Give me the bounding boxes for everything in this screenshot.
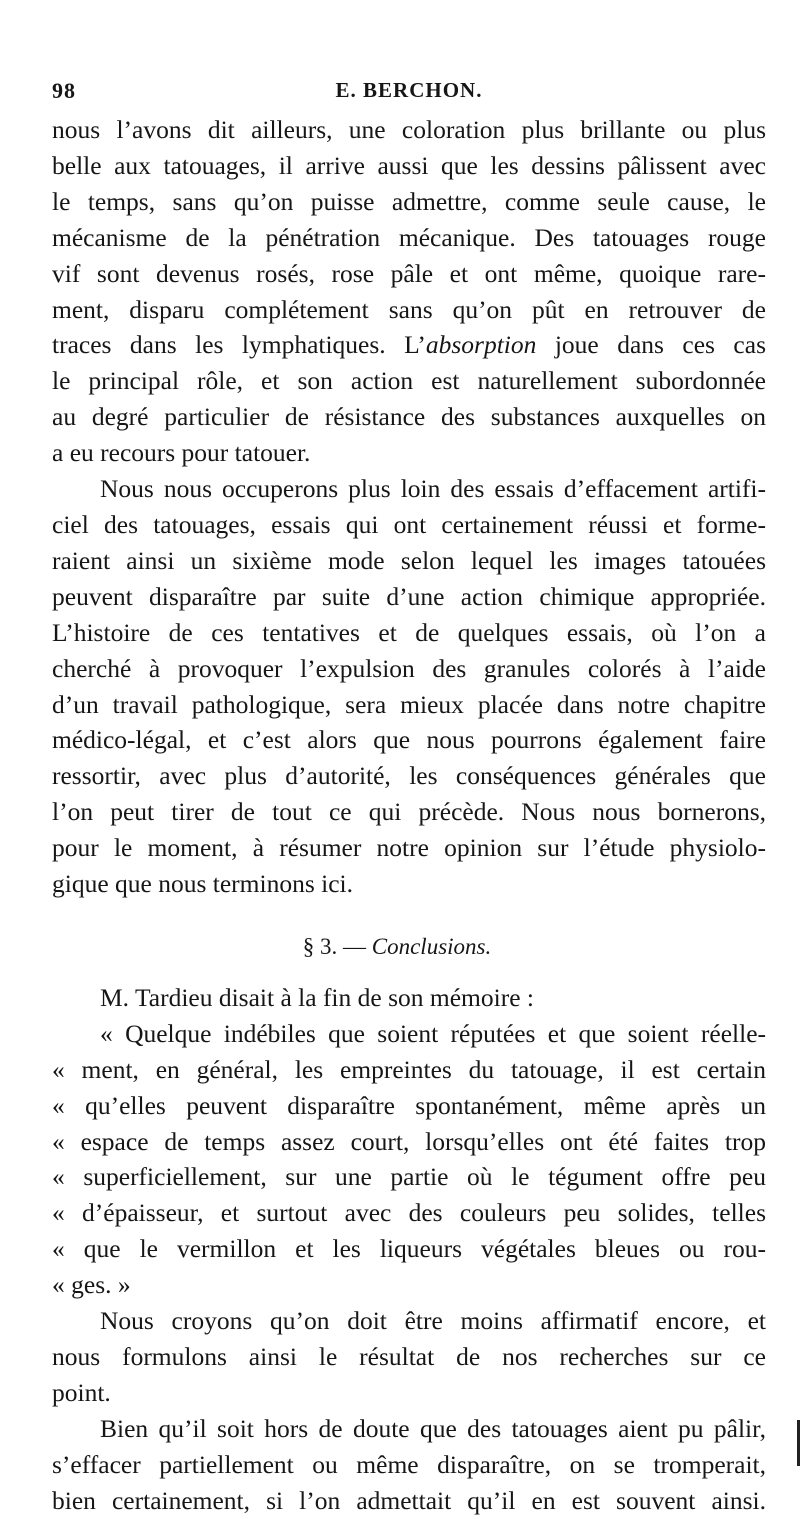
text-line: au degré particulier de résistance des substances auxquelles on [52,402,766,432]
text-line: médico-légal, et c’est alors que nous pourrons également faire [52,725,766,755]
paragraph [52,1303,766,1411]
text-line: vif sont devenus rosés, rose pâle et ont même, quoique rare- [52,258,766,288]
quote-line: « d’épaisseur, et surtout avec des couleurs peu solides, telles [52,1198,766,1228]
text-line: nous l’avons dit ailleurs, une coloration plus brillante ou plus [52,115,766,144]
text-line: l’on peut tirer de tout ce qui précède. Nous nous bornerons, [52,797,766,827]
text-line: mécanisme de la pénétration mécanique. Des tatouages rouge [52,222,766,252]
text-line: gique que nous terminons ici. [52,869,353,899]
text-line: d’un travail pathologique, sera mieux placée dans notre chapitre [52,689,766,719]
quote-line: « Quelque indébiles que soient réputées et que soient réelle- [100,1018,766,1048]
text-line: a eu recours pour tatouer. [52,438,311,468]
paragraph [52,471,766,902]
running-head [52,78,766,108]
section-heading [40,932,754,962]
running-head-author: E. BERCHON. [335,78,483,102]
text-line: bien certainement, si l’on admettait qu’il en est souvent ainsi. [52,1485,766,1515]
text-line: ressortir, avec plus d’autorité, les conséquences générales que [52,761,766,791]
paragraph [52,1411,766,1519]
text-line: le temps, sans qu’on puisse admettre, comme seule cause, le [52,186,766,216]
paragraph-continuation [52,112,766,471]
quote-line: « espace de temps assez court, lorsqu’elles ont été faites trop [52,1126,766,1156]
page-number: 98 [52,78,76,103]
text-line: peuvent disparaître par suite d’une action chimique appropriée. [52,581,766,611]
text-line: cherché à provoquer l’expulsion des granules colorés à l’aide [52,653,766,683]
text-line: ment, disparu complétement sans qu’on pût en retrouver de [52,294,766,324]
text-line: pour le moment, à résumer notre opinion sur l’étude physiolo- [52,833,766,863]
italic-term: absorption [425,330,537,360]
quote-line: « que le vermillon et les liqueurs végétales bleues ou rou- [52,1234,766,1264]
text-line: ciel des tatouages, essais qui ont certainement réussi et forme- [52,509,766,539]
text-line: Nous croyons qu’on doit être moins affirmatif encore, et [100,1306,766,1336]
text-line: traces dans les lymphatiques. L’absorption joue dans ces cas [52,330,766,360]
text-line: le principal rôle, et son action est naturellement subordonnée [52,366,766,396]
quote-line: « ges. » [52,1270,131,1300]
section-title: Conclusions. [371,933,492,959]
text-line: L’histoire de ces tentatives et de quelques essais, où l’on a [52,617,766,647]
quote-line: « ment, en général, les empreintes du tatouage, il est certain [52,1054,766,1084]
quotation [52,1016,766,1303]
text-line: nous formulons ainsi le résultat de nos recherches sur ce [52,1342,766,1371]
quote-line: « qu’elles peuvent disparaître spontanément, même après un [52,1090,766,1120]
paragraph-intro [52,980,766,1016]
text-line: Bien qu’il soit hors de doute que des tatouages aient pu pâlir, [100,1413,766,1443]
text-line: point. [52,1377,111,1407]
text-line: raient ainsi un sixième mode selon lequel les images tatouées [52,545,766,575]
text-line: M. Tardieu disait à la fin de son mémoire : [100,982,534,1012]
section-number: § 3. — [302,933,366,959]
text-line: Nous nous occuperons plus loin des essais d’effacement artifi- [100,474,766,504]
text-line: s’effacer partiellement ou même disparaître, on se tromperait, [52,1449,766,1479]
quote-line: « superficiellement, sur une partie où le tégument offre peu [52,1162,766,1192]
body-text [52,112,766,1519]
text-line: belle aux tatouages, il arrive aussi que les dessins pâlissent avec [52,150,766,180]
